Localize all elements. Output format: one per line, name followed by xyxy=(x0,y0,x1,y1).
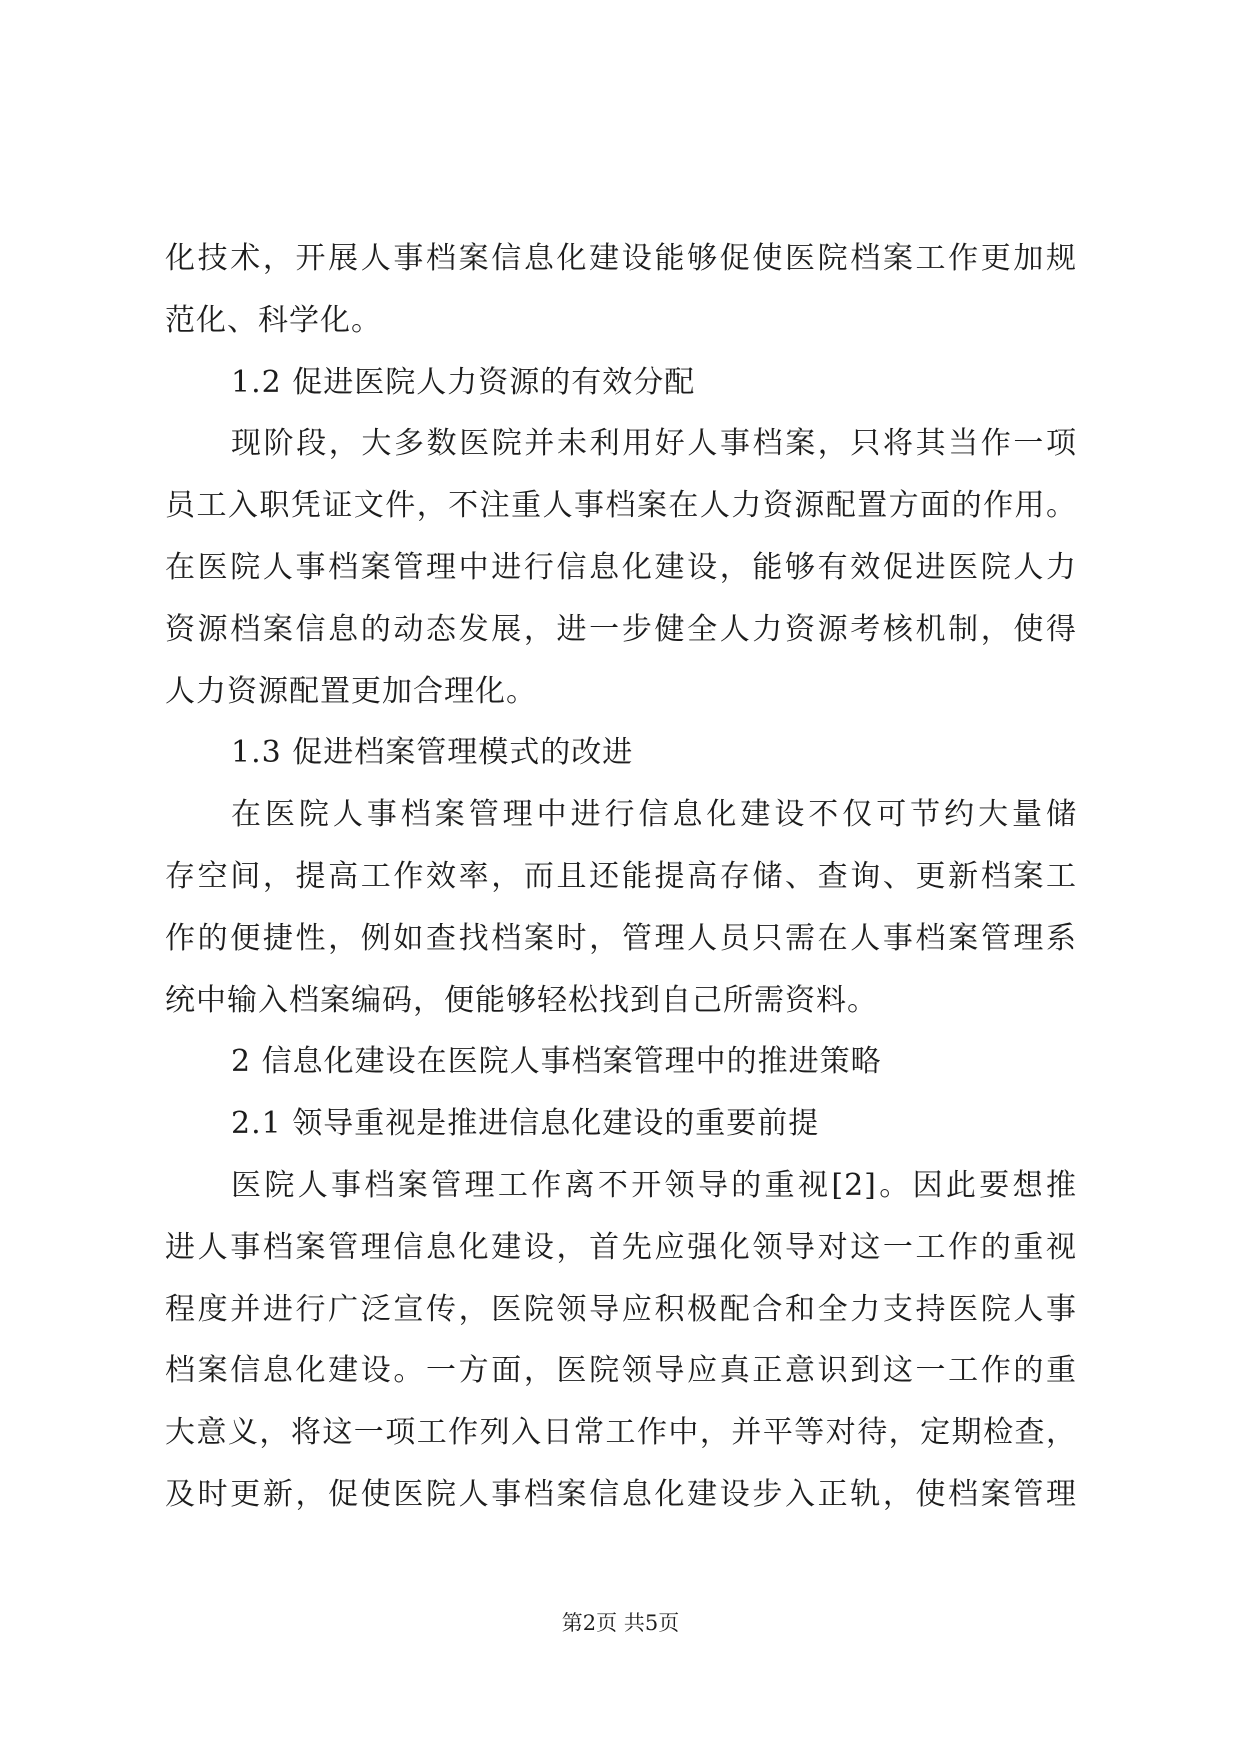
paragraph xyxy=(165,784,1077,1031)
section-heading xyxy=(165,1031,1077,1093)
paragraph-line: 存空间，提高工作效率，而且还能提高存储、查询、更新档案工 xyxy=(165,858,1077,894)
paragraph-line: 人力资源配置更加合理化。 xyxy=(165,673,537,709)
body-text xyxy=(165,228,1077,1526)
paragraph-line: 化技术，开展人事档案信息化建设能够促使医院档案工作更加规 xyxy=(165,241,1077,276)
paragraph-line: 范化、科学化。 xyxy=(165,302,382,338)
subsection-heading xyxy=(165,1093,1077,1155)
paragraph-line: 进人事档案管理信息化建设，首先应强化领导对这一工作的重视 xyxy=(165,1229,1077,1265)
paragraph-line: 现阶段，大多数医院并未利用好人事档案，只将其当作一项 xyxy=(231,426,1077,462)
paragraph-line: 大意义，将这一项工作列入日常工作中，并平等对待，定期检查， xyxy=(165,1415,1077,1451)
heading-line: 2.1 领导重视是推进信息化建设的重要前提 xyxy=(231,1106,820,1142)
paragraph-line: 统中输入档案编码，便能够轻松找到自己所需资料。 xyxy=(165,982,878,1018)
heading-line: 1.3 促进档案管理模式的改进 xyxy=(231,735,634,771)
paragraph-line: 医院人事档案管理工作离不开领导的重视[2]。因此要想推 xyxy=(231,1167,1077,1203)
paragraph-line: 在医院人事档案管理中进行信息化建设不仅可节约大量储 xyxy=(231,797,1077,833)
paragraph-line: 及时更新，促使医院人事档案信息化建设步入正轨，使档案管理 xyxy=(165,1476,1077,1512)
page-footer: 第2页 共5页 xyxy=(561,1611,680,1635)
paragraph-line: 员工入职凭证文件，不注重人事档案在人力资源配置方面的作用。 xyxy=(165,488,1077,524)
paragraph-line: 在医院人事档案管理中进行信息化建设，能够有效促进医院人力 xyxy=(165,549,1077,585)
paragraph xyxy=(165,413,1077,722)
section-heading xyxy=(165,352,1077,414)
paragraph-line: 程度并进行广泛宣传，医院领导应积极配合和全力支持医院人事 xyxy=(165,1291,1077,1327)
heading-line: 2 信息化建设在医院人事档案管理中的推进策略 xyxy=(231,1044,882,1080)
paragraph xyxy=(165,228,1077,352)
paragraph-line: 档案信息化建设。一方面，医院领导应真正意识到这一工作的重 xyxy=(165,1353,1077,1389)
paragraph-line: 作的便捷性，例如查找档案时，管理人员只需在人事档案管理系 xyxy=(165,920,1077,956)
paragraph-line: 资源档案信息的动态发展，进一步健全人力资源考核机制，使得 xyxy=(165,611,1077,647)
paragraph xyxy=(165,1155,1077,1526)
section-heading xyxy=(165,722,1077,784)
heading-line: 1.2 促进医院人力资源的有效分配 xyxy=(231,364,696,400)
